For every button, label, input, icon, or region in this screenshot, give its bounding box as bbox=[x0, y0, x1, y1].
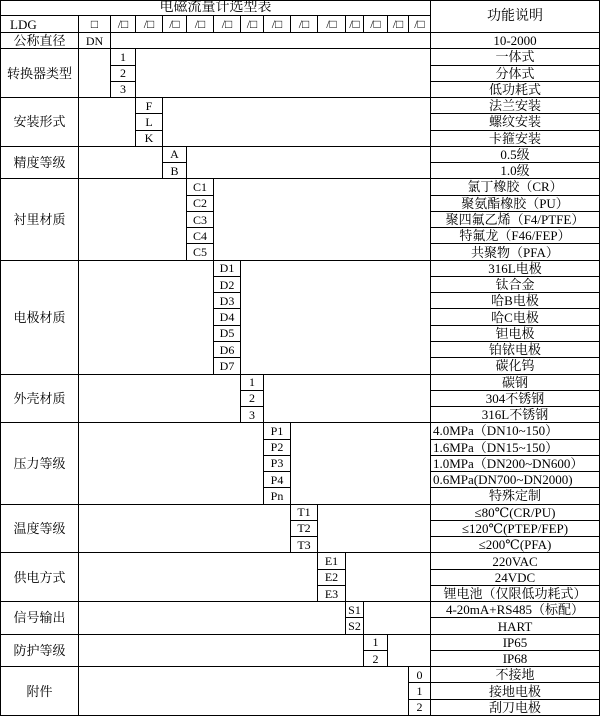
filler-right-pressure-class bbox=[291, 423, 431, 504]
desc-cell-housing-material-0: 碳钢 bbox=[431, 375, 600, 391]
model-code-slot-box-6: /□ bbox=[241, 16, 264, 33]
code-cell-pressure-class-P4: P4 bbox=[264, 472, 291, 488]
desc-cell-electrode-material-2: 哈B电极 bbox=[431, 293, 600, 309]
desc-cell-temperature-class-0: ≤80℃(CR/PU) bbox=[431, 505, 600, 521]
code-cell-protection-class-1: 1 bbox=[364, 635, 388, 651]
model-code-slot-box-12: /□ bbox=[388, 16, 409, 33]
desc-cell-converter-type-1: 分体式 bbox=[431, 66, 600, 82]
section-label-temperature-class: 温度等级 bbox=[1, 505, 79, 554]
desc-cell-signal-output-1: HART bbox=[431, 618, 600, 634]
desc-cell-protection-class-1: IP68 bbox=[431, 651, 600, 667]
desc-cell-nominal-diameter-0: 10-2000 bbox=[431, 33, 600, 49]
model-code-slot-box-3: /□ bbox=[163, 16, 187, 33]
desc-cell-installation-type-1: 螺纹安装 bbox=[431, 114, 600, 130]
code-cell-electrode-material-D5: D5 bbox=[214, 326, 241, 342]
section-label-housing-material: 外壳材质 bbox=[1, 375, 79, 424]
code-cell-electrode-material-D2: D2 bbox=[214, 277, 241, 293]
code-cell-accessories-0: 0 bbox=[409, 667, 431, 683]
code-cell-temperature-class-T3: T3 bbox=[291, 537, 318, 553]
filler-right-signal-output bbox=[364, 602, 431, 635]
desc-cell-lining-material-3: 特氟龙（F46/FEP） bbox=[431, 228, 600, 244]
section-label-nominal-diameter: 公称直径 bbox=[1, 33, 79, 49]
code-cell-electrode-material-D1: D1 bbox=[214, 261, 241, 277]
code-cell-electrode-material-D7: D7 bbox=[214, 358, 241, 374]
section-label-protection-class: 防护等级 bbox=[1, 635, 79, 668]
desc-cell-lining-material-4: 共聚物（PFA） bbox=[431, 244, 600, 260]
section-label-electrode-material: 电极材质 bbox=[1, 261, 79, 375]
section-label-signal-output: 信号输出 bbox=[1, 602, 79, 635]
desc-cell-pressure-class-1: 1.6MPa（DN15~150） bbox=[431, 440, 600, 456]
desc-cell-protection-class-0: IP65 bbox=[431, 635, 600, 651]
desc-cell-installation-type-2: 卡箍安装 bbox=[431, 131, 600, 147]
model-code-slot-box-5: /□ bbox=[214, 16, 241, 33]
model-code-slot-box-8: /□ bbox=[291, 16, 318, 33]
desc-cell-converter-type-0: 一体式 bbox=[431, 49, 600, 65]
desc-cell-installation-type-0: 法兰安装 bbox=[431, 98, 600, 114]
section-label-lining-material: 衬里材质 bbox=[1, 179, 79, 260]
model-code-label: LDG bbox=[1, 16, 79, 33]
filler-left-lining-material bbox=[79, 179, 187, 260]
desc-cell-electrode-material-3: 哈C电极 bbox=[431, 309, 600, 325]
code-cell-installation-type-F: F bbox=[136, 98, 163, 114]
code-cell-lining-material-C4: C4 bbox=[187, 228, 214, 244]
code-cell-housing-material-1: 1 bbox=[241, 375, 264, 391]
section-label-converter-type: 转换器类型 bbox=[1, 49, 79, 98]
desc-cell-temperature-class-2: ≤200℃(PFA) bbox=[431, 537, 600, 553]
function-description-header: 功能说明 bbox=[431, 1, 600, 33]
desc-cell-pressure-class-0: 4.0MPa（DN10~150） bbox=[431, 423, 600, 439]
code-cell-converter-type-3: 3 bbox=[111, 82, 136, 98]
filler-right-housing-material bbox=[264, 375, 431, 424]
desc-cell-accuracy-class-1: 1.0级 bbox=[431, 163, 600, 179]
filler-left-power-supply bbox=[79, 553, 318, 602]
code-cell-lining-material-C1: C1 bbox=[187, 179, 214, 195]
filler-left-signal-output bbox=[79, 602, 346, 635]
desc-cell-electrode-material-0: 316L电极 bbox=[431, 261, 600, 277]
code-cell-pressure-class-Pn: Pn bbox=[264, 488, 291, 504]
desc-cell-housing-material-1: 304不锈钢 bbox=[431, 391, 600, 407]
code-cell-signal-output-S1: S1 bbox=[346, 602, 364, 618]
desc-cell-power-supply-1: 24VDC bbox=[431, 570, 600, 586]
filler-left-electrode-material bbox=[79, 261, 214, 375]
code-cell-housing-material-3: 3 bbox=[241, 407, 264, 423]
code-cell-accessories-1: 1 bbox=[409, 683, 431, 699]
desc-cell-lining-material-2: 聚四氟乙烯（F4/PTFE） bbox=[431, 212, 600, 228]
desc-cell-accuracy-class-0: 0.5级 bbox=[431, 147, 600, 163]
filler-right-converter-type bbox=[136, 49, 431, 98]
filler-right-electrode-material bbox=[241, 261, 431, 375]
filler-right-protection-class bbox=[388, 635, 431, 668]
code-cell-accessories-2: 2 bbox=[409, 700, 431, 716]
desc-cell-electrode-material-4: 钽电极 bbox=[431, 326, 600, 342]
desc-cell-electrode-material-1: 钛合金 bbox=[431, 277, 600, 293]
code-cell-nominal-diameter-DN: DN bbox=[79, 33, 111, 49]
desc-cell-accessories-2: 刮刀电极 bbox=[431, 700, 600, 716]
filler-left-installation-type bbox=[79, 98, 136, 147]
filler-left-temperature-class bbox=[79, 505, 291, 554]
code-cell-converter-type-2: 2 bbox=[111, 66, 136, 82]
filler-right-installation-type bbox=[163, 98, 431, 147]
desc-cell-power-supply-0: 220VAC bbox=[431, 553, 600, 569]
code-cell-power-supply-E1: E1 bbox=[318, 553, 346, 569]
code-cell-electrode-material-D4: D4 bbox=[214, 309, 241, 325]
section-label-accessories: 附件 bbox=[1, 667, 79, 716]
code-cell-lining-material-C3: C3 bbox=[187, 212, 214, 228]
filler-right-accuracy-class bbox=[187, 147, 431, 180]
filler-left-protection-class bbox=[79, 635, 364, 668]
desc-cell-converter-type-2: 低功耗式 bbox=[431, 82, 600, 98]
filler-left-converter-type bbox=[79, 49, 111, 98]
code-cell-converter-type-1: 1 bbox=[111, 49, 136, 65]
section-label-installation-type: 安装形式 bbox=[1, 98, 79, 147]
code-cell-temperature-class-T1: T1 bbox=[291, 505, 318, 521]
code-cell-pressure-class-P1: P1 bbox=[264, 423, 291, 439]
model-code-slot-box-2: /□ bbox=[136, 16, 163, 33]
code-cell-signal-output-S2: S2 bbox=[346, 618, 364, 634]
code-cell-pressure-class-P3: P3 bbox=[264, 456, 291, 472]
filler-right-lining-material bbox=[214, 179, 431, 260]
code-cell-accuracy-class-B: B bbox=[163, 163, 187, 179]
desc-cell-electrode-material-5: 铂铱电极 bbox=[431, 342, 600, 358]
code-cell-temperature-class-T2: T2 bbox=[291, 521, 318, 537]
section-label-pressure-class: 压力等级 bbox=[1, 423, 79, 504]
code-cell-power-supply-E3: E3 bbox=[318, 586, 346, 602]
model-code-slot-box-10: /□ bbox=[346, 16, 364, 33]
code-cell-installation-type-K: K bbox=[136, 131, 163, 147]
desc-cell-lining-material-0: 氯丁橡胶（CR） bbox=[431, 179, 600, 195]
desc-cell-temperature-class-1: ≤120℃(PTEP/FEP) bbox=[431, 521, 600, 537]
model-code-slot-box-11: /□ bbox=[364, 16, 388, 33]
code-cell-accuracy-class-A: A bbox=[163, 147, 187, 163]
code-cell-installation-type-L: L bbox=[136, 114, 163, 130]
model-code-slot-box-4: /□ bbox=[187, 16, 214, 33]
filler-left-pressure-class bbox=[79, 423, 264, 504]
desc-cell-power-supply-2: 锂电池（仅限低功耗式） bbox=[431, 586, 600, 602]
model-code-first-box: □ bbox=[79, 16, 111, 33]
code-cell-lining-material-C2: C2 bbox=[187, 196, 214, 212]
section-label-accuracy-class: 精度等级 bbox=[1, 147, 79, 180]
desc-cell-pressure-class-4: 特殊定制 bbox=[431, 488, 600, 504]
desc-cell-housing-material-2: 316L不锈钢 bbox=[431, 407, 600, 423]
filler-right-nominal-diameter bbox=[111, 33, 431, 49]
code-cell-electrode-material-D6: D6 bbox=[214, 342, 241, 358]
desc-cell-lining-material-1: 聚氨酯橡胶（PU） bbox=[431, 196, 600, 212]
model-code-slot-box-13: /□ bbox=[409, 16, 431, 33]
model-code-slot-box-1: /□ bbox=[111, 16, 136, 33]
filler-left-accessories bbox=[79, 667, 409, 716]
desc-cell-accessories-1: 接地电极 bbox=[431, 683, 600, 699]
code-cell-housing-material-2: 2 bbox=[241, 391, 264, 407]
code-cell-lining-material-C5: C5 bbox=[187, 244, 214, 260]
table-title: 电磁流量计选型表 bbox=[1, 1, 431, 16]
model-code-slot-box-9: /□ bbox=[318, 16, 346, 33]
filler-right-temperature-class bbox=[318, 505, 431, 554]
filler-left-accuracy-class bbox=[79, 147, 163, 180]
desc-cell-signal-output-0: 4-20mA+RS485（标配） bbox=[431, 602, 600, 618]
code-cell-electrode-material-D3: D3 bbox=[214, 293, 241, 309]
model-code-slot-box-7: /□ bbox=[264, 16, 291, 33]
code-cell-power-supply-E2: E2 bbox=[318, 570, 346, 586]
filler-left-housing-material bbox=[79, 375, 241, 424]
desc-cell-accessories-0: 不接地 bbox=[431, 667, 600, 683]
desc-cell-pressure-class-2: 1.0MPa（DN200~DN600） bbox=[431, 456, 600, 472]
code-cell-protection-class-2: 2 bbox=[364, 651, 388, 667]
desc-cell-pressure-class-3: 0.6MPa(DN700~DN2000) bbox=[431, 472, 600, 488]
code-cell-pressure-class-P2: P2 bbox=[264, 440, 291, 456]
section-label-power-supply: 供电方式 bbox=[1, 553, 79, 602]
filler-right-power-supply bbox=[346, 553, 431, 602]
desc-cell-electrode-material-6: 碳化钨 bbox=[431, 358, 600, 374]
